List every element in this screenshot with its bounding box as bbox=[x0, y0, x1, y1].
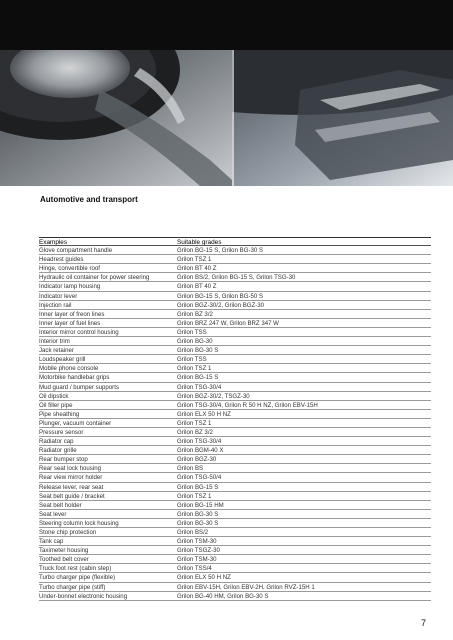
example-cell: Rear bumper stop bbox=[39, 456, 88, 464]
grade-cell: Grilon BGZ-30/2, TSGZ-30 bbox=[177, 392, 250, 400]
grade-cell: Grilon TSG-30/4 bbox=[177, 438, 222, 446]
grade-cell: Grilon BGZ-30 bbox=[177, 456, 217, 464]
table-row bbox=[39, 428, 431, 437]
example-cell: Tank cap bbox=[39, 538, 64, 546]
grade-cell: Grilon BT 40 Z bbox=[177, 265, 217, 273]
example-cell: Pipe sheathing bbox=[39, 410, 80, 418]
grade-cell: Grilon BG-40 HM, Grilon BG-30 S bbox=[177, 592, 269, 600]
example-cell: Hinge, convertible roof bbox=[39, 265, 100, 273]
grade-cell: Grilon BGZ-30/2, Grilon BGZ-30 bbox=[177, 301, 265, 309]
grade-cell: Grilon TSG-30/4, Grilon R 50 H NZ, Grilon EBV-15H bbox=[177, 401, 318, 409]
grade-cell: Grilon TSZ 1 bbox=[177, 492, 212, 500]
grade-cell: Grilon TSG-50/4 bbox=[177, 474, 222, 482]
header-photo-strip bbox=[0, 50, 453, 186]
example-cell: Taximeter housing bbox=[39, 547, 89, 555]
grade-cell: Grilon BGM-40 X bbox=[177, 447, 224, 455]
example-cell: Radiator grille bbox=[39, 447, 77, 455]
table-row bbox=[39, 410, 431, 419]
example-cell: Headrest guides bbox=[39, 256, 84, 264]
grade-cell: Grilon TSZ 1 bbox=[177, 419, 212, 427]
section-title: Automotive and transport bbox=[40, 195, 138, 204]
table-row bbox=[39, 328, 431, 337]
table-row bbox=[39, 310, 431, 319]
table-header-row bbox=[39, 237, 431, 246]
example-cell: Release lever, rear seat bbox=[39, 483, 104, 491]
table-row bbox=[39, 564, 431, 573]
example-cell: Inner layer of freon lines bbox=[39, 310, 105, 318]
table-row bbox=[39, 383, 431, 392]
example-cell: Pressure sensor bbox=[39, 428, 84, 436]
grade-cell: Grilon BG-30 bbox=[177, 338, 213, 346]
example-cell: Seat belt guide / bracket bbox=[39, 492, 105, 500]
top-black-band bbox=[0, 0, 453, 50]
table-row bbox=[39, 501, 431, 510]
example-cell: Indicator lamp housing bbox=[39, 283, 101, 291]
grade-cell: Grilon BS bbox=[177, 465, 204, 473]
grade-cell: Grilon TSZ 1 bbox=[177, 365, 212, 373]
example-cell: Truck foot rest (cabin step) bbox=[39, 565, 112, 573]
grades-table bbox=[39, 237, 431, 601]
example-cell: Interior trim bbox=[39, 338, 70, 346]
table-row bbox=[39, 292, 431, 301]
example-cell: Interior mirror control housing bbox=[39, 328, 119, 336]
example-cell: Glove compartment handle bbox=[39, 247, 113, 255]
table-row bbox=[39, 437, 431, 446]
example-cell: Seat lever bbox=[39, 510, 67, 518]
grade-cell: Grilon ELX 50 H NZ bbox=[177, 410, 231, 418]
grade-cell: Grilon BZ 3/2 bbox=[177, 428, 213, 436]
example-cell: Jack retainer bbox=[39, 347, 74, 355]
header-suitable-grades: Suitable grades bbox=[177, 239, 222, 246]
table-row bbox=[39, 319, 431, 328]
automotive-parts-photo bbox=[0, 50, 453, 186]
example-cell: Under-bonnet electronic housing bbox=[39, 592, 128, 600]
table-row bbox=[39, 364, 431, 373]
grade-cell: Grilon BT 40 Z bbox=[177, 283, 217, 291]
table-row bbox=[39, 473, 431, 482]
grade-cell: Grilon BS/2, Grilon BG-15 S, Grilon TSG-30 bbox=[177, 274, 296, 282]
table-row bbox=[39, 492, 431, 501]
example-cell: Oil dipstick bbox=[39, 392, 69, 400]
table-row bbox=[39, 555, 431, 564]
table-row bbox=[39, 246, 431, 255]
grade-cell: Grilon TSGZ-30 bbox=[177, 547, 220, 555]
grade-cell: Grilon BG-15 S bbox=[177, 374, 219, 382]
table-row bbox=[39, 573, 431, 582]
table-row bbox=[39, 255, 431, 264]
grade-cell: Grilon TSG-30/4 bbox=[177, 383, 222, 391]
table-row bbox=[39, 510, 431, 519]
table-row bbox=[39, 401, 431, 410]
grade-cell: Grilon BG-30 S bbox=[177, 510, 219, 518]
table-row bbox=[39, 337, 431, 346]
table-row bbox=[39, 273, 431, 282]
table-row bbox=[39, 483, 431, 492]
table-row bbox=[39, 528, 431, 537]
example-cell: Rear view mirror holder bbox=[39, 474, 103, 482]
example-cell: Injection rail bbox=[39, 301, 72, 309]
table-row bbox=[39, 301, 431, 310]
table-row bbox=[39, 392, 431, 401]
table-row bbox=[39, 446, 431, 455]
example-cell: Mobile phone console bbox=[39, 365, 99, 373]
table-row bbox=[39, 346, 431, 355]
example-cell: Plunger, vacuum container bbox=[39, 419, 112, 427]
example-cell: Turbo charger pipe (flexible) bbox=[39, 574, 115, 582]
grade-cell: Grilon BG-15 HM bbox=[177, 501, 224, 509]
grade-cell: Grilon BRZ 247 W, Grilon BRZ 347 W bbox=[177, 319, 279, 327]
example-cell: Radiator cap bbox=[39, 438, 74, 446]
example-cell: Stone chip protection bbox=[39, 529, 97, 536]
grade-cell: Grilon BZ 3/2 bbox=[177, 310, 213, 318]
grade-cell: Grilon TSS bbox=[177, 356, 207, 364]
table-row bbox=[39, 464, 431, 473]
grade-cell: Grilon TSS bbox=[177, 328, 207, 336]
grade-cell: Grilon EBV-15H, Grilon EBV-2H, Grilon RVZ-15H 1 bbox=[177, 583, 315, 591]
table-row bbox=[39, 546, 431, 555]
grade-cell: Grilon BG-30 S bbox=[177, 519, 219, 527]
example-cell: Toothed belt cover bbox=[39, 556, 89, 564]
grade-cell: Grilon BG-15 S, Grilon BG-30 S bbox=[177, 247, 264, 255]
grade-cell: Grilon TSZ 1 bbox=[177, 256, 212, 264]
example-cell: Rear seat lock housing bbox=[39, 465, 101, 473]
table-row bbox=[39, 592, 431, 601]
table-row bbox=[39, 537, 431, 546]
table-row bbox=[39, 583, 431, 592]
table-row bbox=[39, 264, 431, 273]
example-cell: Seat belt holder bbox=[39, 501, 82, 509]
grade-cell: Grilon TSM-30 bbox=[177, 538, 217, 546]
grade-cell: Grilon BG-15 S bbox=[177, 483, 219, 491]
example-cell: Oil filler pipe bbox=[39, 401, 73, 409]
example-cell: Steering column lock housing bbox=[39, 519, 119, 527]
example-cell: Turbo charger pipe (stiff) bbox=[39, 583, 106, 591]
grade-cell: Grilon BG-30 S bbox=[177, 347, 219, 355]
grade-cell: Grilon BS/2 bbox=[177, 529, 209, 536]
table-row bbox=[39, 282, 431, 291]
example-cell: Motorbike handlebar grips bbox=[39, 374, 110, 382]
table-row bbox=[39, 419, 431, 428]
example-cell: Inner layer of fuel lines bbox=[39, 319, 101, 327]
example-cell: Mud guard / bumper supports bbox=[39, 383, 119, 391]
table-row bbox=[39, 455, 431, 464]
grade-cell: Grilon BG-15 S, Grilon BG-50 S bbox=[177, 292, 264, 300]
example-cell: Indicator lever bbox=[39, 292, 78, 300]
header-examples: Examples bbox=[39, 239, 68, 246]
table-row bbox=[39, 355, 431, 364]
page-number: 7 bbox=[421, 618, 427, 628]
table-row bbox=[39, 373, 431, 382]
example-cell: Hydraulic oil container for power steering bbox=[39, 274, 150, 282]
table-row bbox=[39, 519, 431, 528]
grade-cell: Grilon ELX 50 H NZ bbox=[177, 574, 231, 582]
grade-cell: Grilon TSS/4 bbox=[177, 565, 212, 573]
example-cell: Loudspeaker grill bbox=[39, 356, 86, 364]
grade-cell: Grilon TSM-30 bbox=[177, 556, 217, 564]
